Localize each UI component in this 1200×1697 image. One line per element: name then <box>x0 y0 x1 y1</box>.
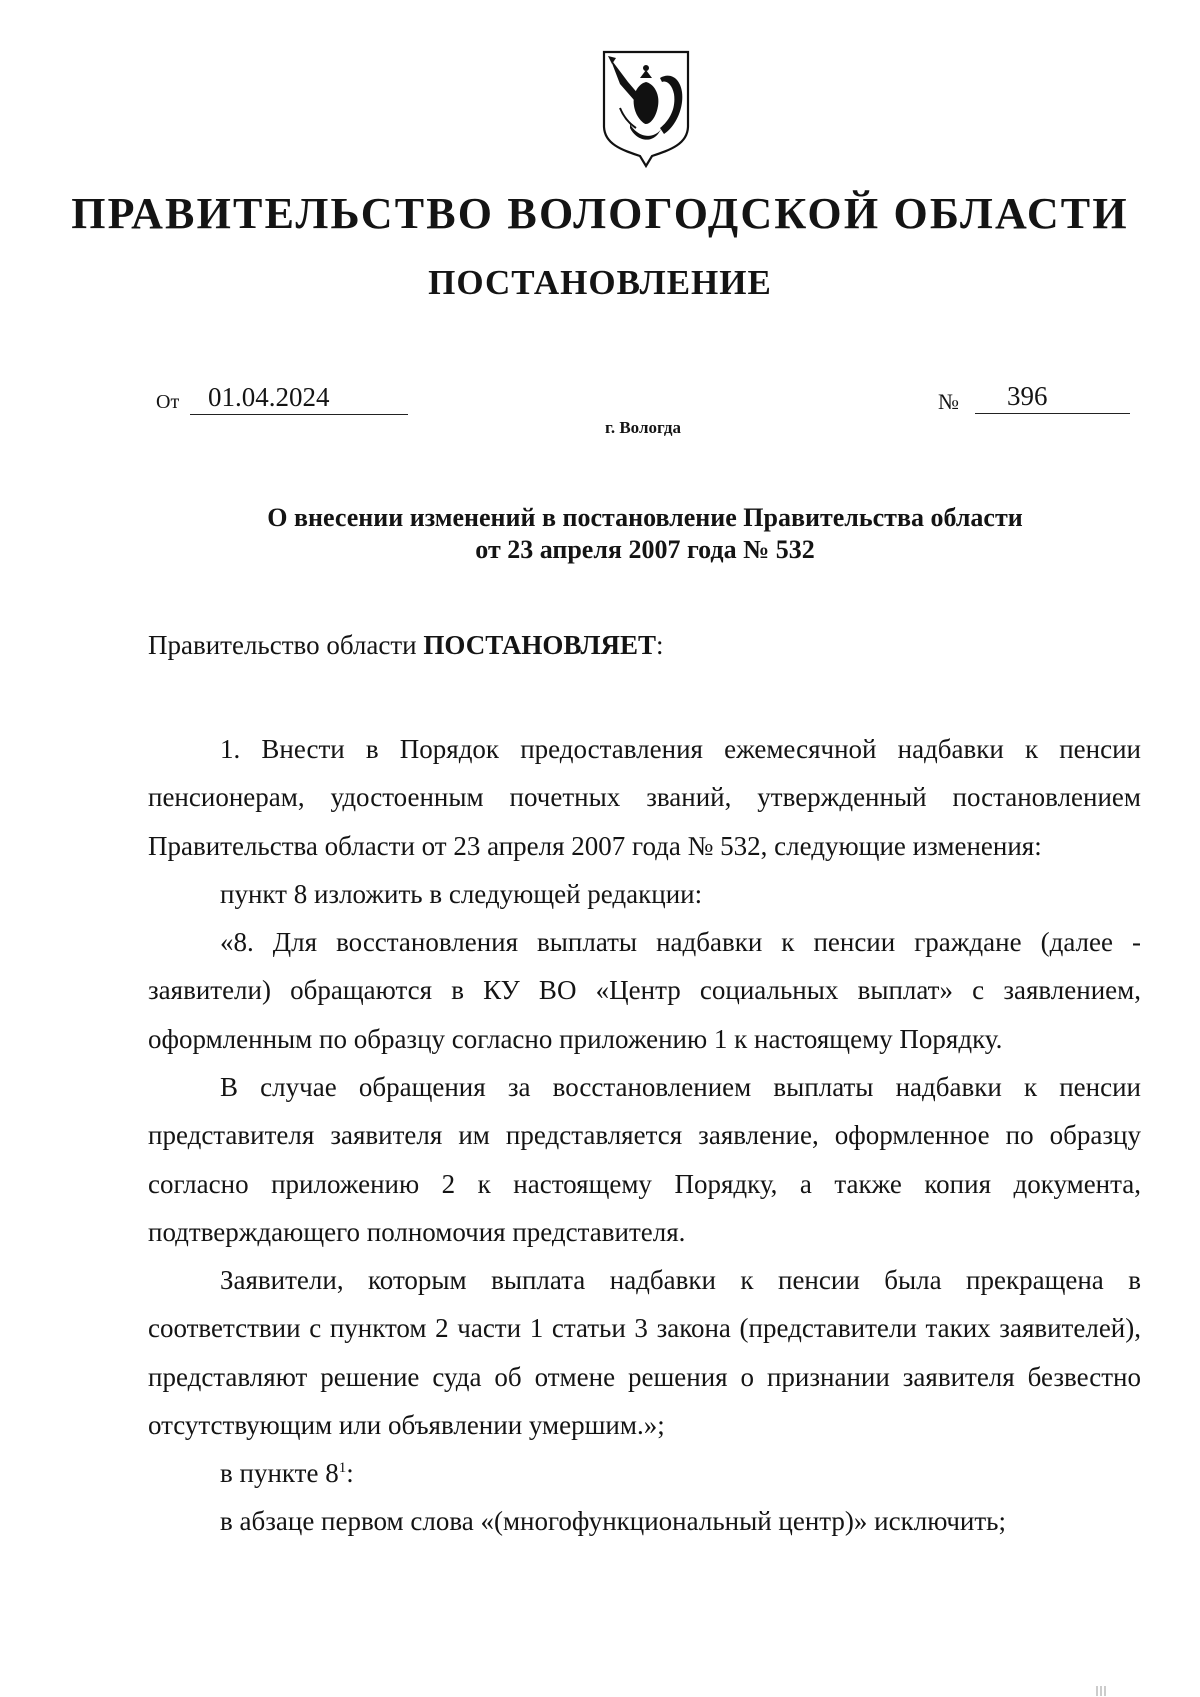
document-number: 396 <box>975 379 1130 414</box>
paragraph-6-tail: : <box>346 1458 354 1488</box>
scan-mark <box>1093 1682 1123 1696</box>
paragraph-7: в абзаце первом слова «(многофункциональный центр)» исключить; <box>220 1506 1006 1536</box>
paragraph-3: «8. Для восстановления выплаты надбавки к пенсии граждане (далее - заявители) обращаются в КУ ВО «Центр социальных выплат» с заявлением, оформленным по образцу согласно приложению 1 к настоящему Порядку. <box>148 927 1141 1054</box>
number-prefix: № <box>938 389 959 414</box>
paragraph-2: пункт 8 изложить в следующей редакции: <box>220 879 703 909</box>
paragraph-1: 1. Внести в Порядок предоставления ежемесячной надбавки к пенсии пенсионерам, удостоенным почетных званий, утвержденный постановлением Правительства области от 23 апреля 2007 года № 532, следующие изменения: <box>148 734 1141 861</box>
intro-tail: : <box>655 630 664 660</box>
document-type-title: ПОСТАНОВЛЕНИЕ <box>428 263 772 302</box>
date-prefix: От <box>156 391 180 413</box>
intro-emphasis: ПОСТАНОВЛЯЕТ <box>423 630 656 660</box>
document-date: 01.04.2024 <box>190 380 408 415</box>
paragraph-4: В случае обращения за восстановлением выплаты надбавки к пенсии представителя заявителя им представляется заявление, оформленное по образцу согласно приложению 2 к настоящему Порядку, а также копия документа, подтверждающего полномочия представителя. <box>148 1072 1141 1248</box>
coat-of-arms-icon <box>600 48 692 168</box>
paragraph-6-superscript: 1 <box>338 1460 347 1476</box>
paragraph-5: Заявители, которым выплата надбавки к пенсии была прекращена в соответствии с пунктом 2 части 1 статьи 3 закона (представители таких заявителей), представляют решение суда об отмене решения о признании заявителя безвестно отсутствующим или объявлении умершим.»; <box>148 1265 1141 1441</box>
subject-line-1: О внесении изменений в постановление Правительства области <box>267 503 1023 532</box>
intro-sentence <box>148 627 664 663</box>
city-label: г. Вологда <box>605 418 681 437</box>
intro-text: Правительство области <box>148 630 424 660</box>
subject-line-2: от 23 апреля 2007 года № 532 <box>475 535 815 564</box>
government-title: ПРАВИТЕЛЬСТВО ВОЛОГОДСКОЙ ОБЛАСТИ <box>71 189 1129 238</box>
paragraph-6-text: в пункте 8 <box>220 1458 339 1488</box>
document-subject <box>30 502 1200 566</box>
paragraph-6 <box>220 1449 354 1497</box>
